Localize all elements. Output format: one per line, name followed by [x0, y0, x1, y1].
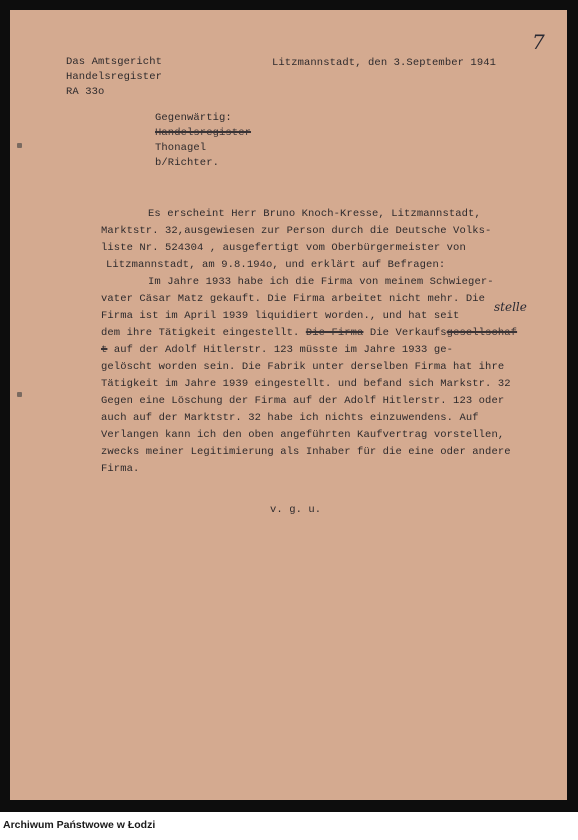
body-line: Litzmannstadt, am 9.8.194o, und erklärt auf Befragen: [106, 259, 446, 271]
body-line: Es erscheint Herr Bruno Knoch-Kresse, Litzmannstadt, [148, 208, 481, 220]
office-line: RA 33o [66, 86, 105, 98]
struck-text: Die Firma [305, 327, 364, 339]
body-text-fragment: Die Verkaufs [369, 327, 447, 339]
body-line: Verlangen kann ich den oben angeführten Kaufvertrag vorstellen, [101, 429, 505, 441]
office-line: Handelsregister [66, 71, 163, 83]
present-struck-line: Handelsregister [155, 127, 252, 139]
body-line-corrected [101, 327, 517, 339]
body-line: gelöscht worden sein. Die Fabrik unter derselben Firma hat ihre [101, 361, 505, 373]
archive-label: Archiwum Państwowe w Łodzi [3, 819, 156, 831]
body-line-corrected [101, 344, 453, 356]
present-role: b/Richter. [155, 157, 220, 169]
closing-vgu: v. g. u. [270, 504, 322, 516]
office-line: Das Amtsgericht [66, 56, 163, 68]
body-line: Tätigkeit im Jahre 1939 eingestellt. und befand sich Markstr. 32 [101, 378, 511, 390]
body-line: Marktstr. 32,ausgewiesen zur Person durch die Deutsche Volks- [101, 225, 492, 237]
body-line: auch auf der Marktstr. 32 habe ich nichts einzuwendens. Auf [101, 412, 479, 424]
body-text-fragment: auf der Adolf Hitlerstr. 123 müsste im Jahre 1933 ge- [113, 344, 454, 356]
page-number: 7 [532, 30, 545, 54]
body-line: Im Jahre 1933 habe ich die Firma von meinem Schwieger- [148, 276, 494, 288]
document-page [10, 10, 567, 800]
archive-footer [0, 812, 578, 840]
present-name: Thonagel [155, 142, 207, 154]
punch-hole-mark [17, 143, 22, 148]
body-line: Gegen eine Löschung der Firma auf der Adolf Hitlerstr. 123 oder [101, 395, 505, 407]
body-line: liste Nr. 524304 , ausgefertigt vom Oberbürgermeister von [101, 242, 466, 254]
body-line: zwecks meiner Legitimierung als Inhaber für die eine oder andere [101, 446, 511, 458]
body-line: Firma. [101, 463, 140, 475]
struck-text: t [101, 344, 108, 356]
body-line: vater Cäsar Matz gekauft. Die Firma arbeitet nicht mehr. Die [101, 293, 486, 305]
body-line: Firma ist im April 1939 liquidiert worden., und hat seit [101, 310, 460, 322]
struck-text: gesellschaf [446, 327, 518, 339]
punch-hole-mark [17, 392, 22, 397]
body-text-fragment: dem ihre Tätigkeit eingestellt. [101, 327, 300, 339]
place-date: Litzmannstadt, den 3.September 1941 [272, 57, 497, 69]
present-label: Gegenwärtig: [155, 112, 232, 124]
handwritten-insert: stelle [494, 300, 527, 314]
